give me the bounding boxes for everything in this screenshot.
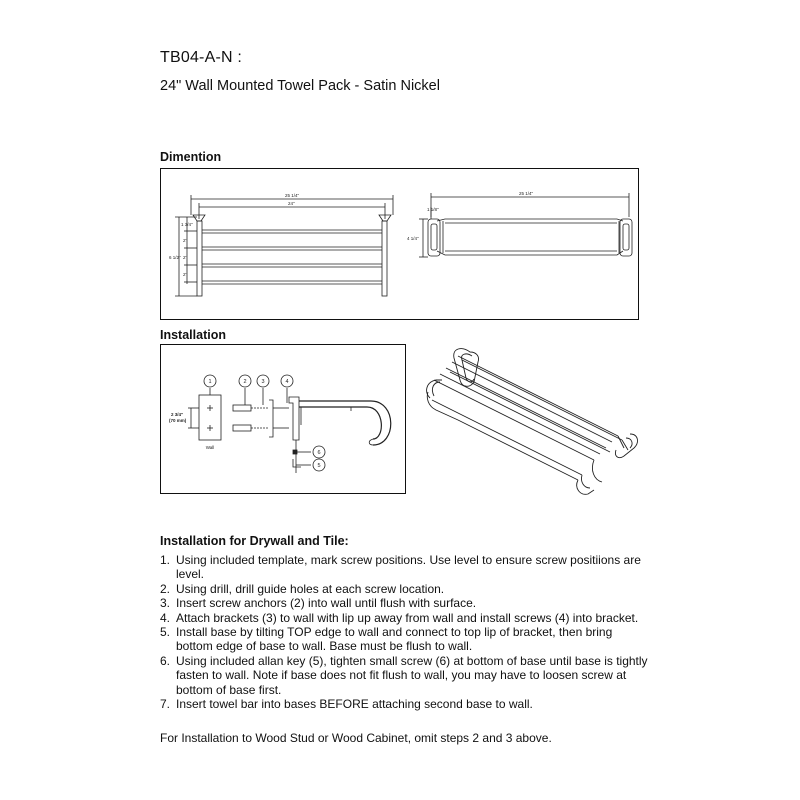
gap2-label: 2" bbox=[183, 255, 188, 260]
step-number: 2. bbox=[160, 581, 171, 596]
installation-heading: Installation bbox=[160, 328, 226, 342]
bar-2 bbox=[452, 362, 612, 442]
instruction-steps bbox=[160, 553, 650, 711]
overall-width-label: 25 1/4" bbox=[285, 193, 300, 198]
spacing-label: 2 3/4" bbox=[171, 412, 184, 417]
installation-diagram bbox=[160, 344, 406, 494]
right-bracket bbox=[382, 221, 387, 296]
gap1-label: 2" bbox=[183, 238, 188, 243]
step-item bbox=[160, 611, 650, 625]
step-item bbox=[160, 596, 650, 610]
step-text: Using included allan key (5), tighten small screw (6) at bottom of base until base is tightly fasten to wall. Note if base does not fit flush to wall, you may have to loosen screw at bottom of base first. bbox=[176, 653, 648, 697]
step-number: 1. bbox=[160, 553, 171, 567]
bracket bbox=[269, 400, 273, 437]
bar-4 bbox=[440, 374, 600, 454]
step-text: Using included template, mark screw positions. Use level to ensure screw positiions are level. bbox=[176, 553, 641, 582]
wood-installation-note: For Installation to Wood Stud or Wood Cabinet, omit steps 2 and 3 above. bbox=[160, 731, 552, 745]
step-number: 7. bbox=[160, 697, 171, 712]
step-number: 6. bbox=[160, 653, 171, 668]
side-right-base bbox=[620, 219, 632, 256]
wall-plate bbox=[199, 395, 221, 440]
top-gap-label: 1 3/4" bbox=[181, 222, 193, 227]
part-label-5: 5 bbox=[317, 463, 321, 469]
perspective-svg bbox=[418, 340, 640, 498]
step-item bbox=[160, 582, 650, 596]
step-text: Install base by tilting TOP edge to wall and connect to top lip of bracket, then bring bottom edge of base to wall. Base must be flush to wall. bbox=[176, 625, 613, 654]
part-label-4: 4 bbox=[285, 379, 289, 385]
side-width-label: 25 1/4" bbox=[519, 191, 534, 196]
side-left-base bbox=[428, 219, 440, 256]
gap3-label: 2" bbox=[183, 272, 188, 277]
step-item bbox=[160, 654, 650, 697]
installation-svg bbox=[161, 345, 404, 492]
side-depth-label: 4 1/4" bbox=[407, 236, 419, 241]
wall-label: Wall bbox=[205, 445, 215, 450]
anchor-top bbox=[233, 405, 251, 411]
dimension-svg bbox=[161, 169, 637, 318]
step-item bbox=[160, 553, 650, 582]
inner-width-label: 24" bbox=[288, 201, 295, 206]
step-text: Insert towel bar into bases BEFORE attaching second base to wall. bbox=[176, 697, 533, 712]
instructions-heading: Installation for Drywall and Tile: bbox=[160, 534, 349, 548]
step-number: 4. bbox=[160, 610, 171, 625]
step-item bbox=[160, 697, 650, 711]
part-label-1: 1 bbox=[208, 379, 212, 385]
product-title: 24" Wall Mounted Towel Pack - Satin Nickel bbox=[160, 78, 440, 94]
step-number: 5. bbox=[160, 625, 171, 640]
spacing-mm-label: (70 mm) bbox=[169, 418, 187, 423]
total-height-label: 6 1/2" bbox=[169, 255, 181, 260]
model-number: TB04-A-N : bbox=[160, 49, 243, 66]
anchor-bottom bbox=[233, 425, 251, 431]
part-label-2: 2 bbox=[243, 379, 247, 385]
bar-3 bbox=[446, 368, 606, 448]
step-item bbox=[160, 625, 650, 654]
towel-arm bbox=[299, 401, 391, 445]
bar-1 bbox=[458, 356, 618, 436]
dimension-heading: Dimention bbox=[160, 150, 222, 164]
step-text: Using drill, drill guide holes at each screw location. bbox=[176, 581, 445, 596]
part-label-3: 3 bbox=[261, 379, 265, 385]
step-number: 3. bbox=[160, 596, 171, 611]
left-bracket bbox=[197, 221, 202, 296]
step-text: Insert screw anchors (2) into wall until flush with surface. bbox=[176, 596, 477, 611]
base bbox=[289, 397, 299, 440]
step-text: Attach brackets (3) to wall with lip up away from wall and install screws (4) into bracket. bbox=[176, 610, 639, 625]
dimension-drawing bbox=[160, 168, 639, 320]
towel-rack-perspective bbox=[418, 340, 640, 498]
side-depth-small-label: 1 1/8" bbox=[427, 207, 439, 212]
part-label-6: 6 bbox=[317, 450, 321, 456]
